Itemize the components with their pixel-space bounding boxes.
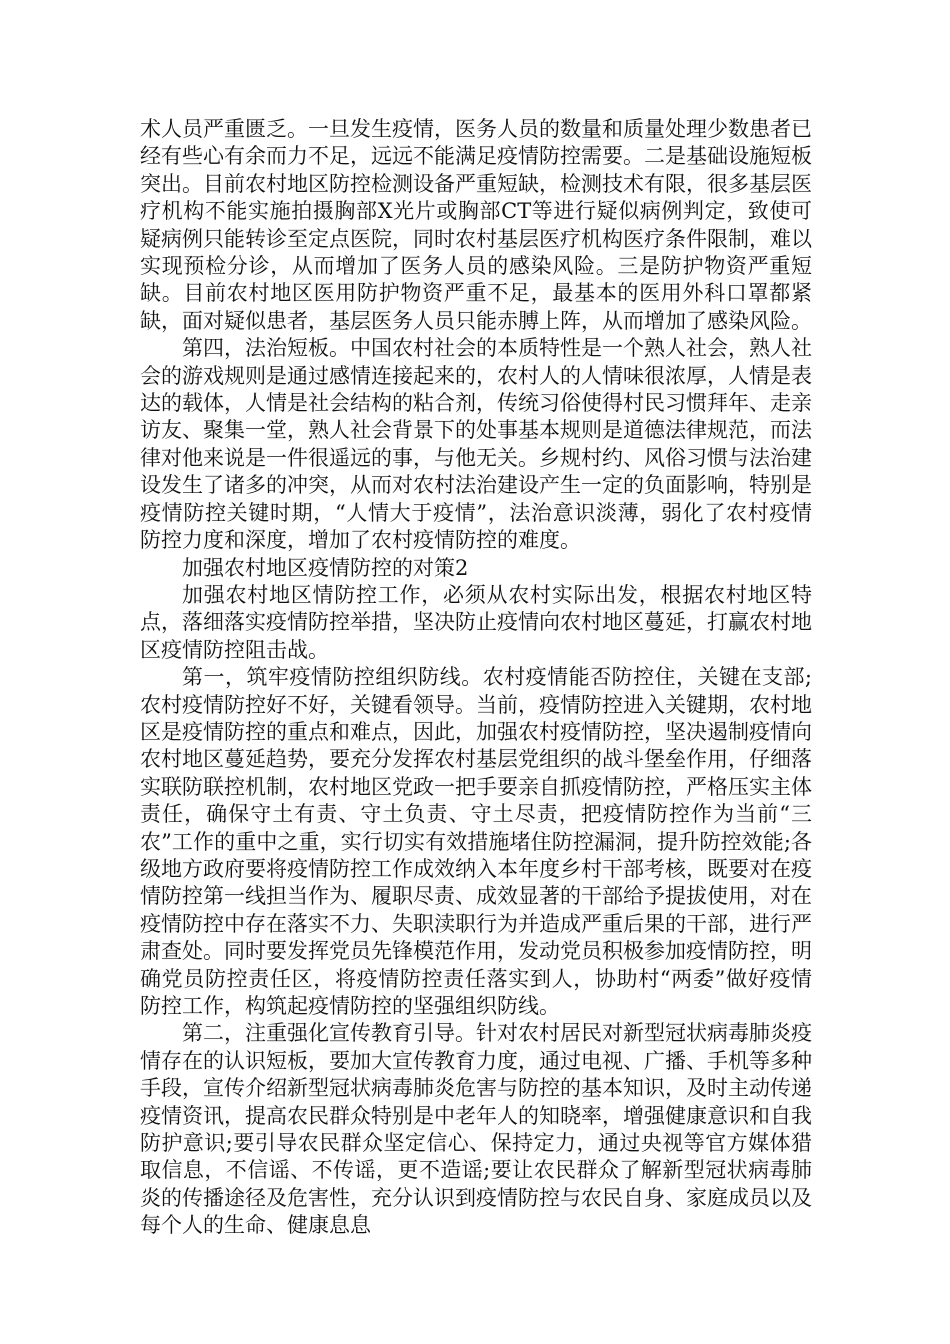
section-heading: 加强农村地区疫情防控的对策2: [182, 555, 469, 580]
paragraph-rule-of-law: 第四，法治短板。中国农村社会的本质特性是一个熟人社会，熟人社会的游戏规则是通过感情连接起来的，农村人的人情味很浓厚，人情是表达的载体，人情是社会结构的粘合剂，传统习俗使得村民习惯拜年、走亲访友、聚集一堂，熟人社会背景下的处事基本规则是道德法律规范，而法律对他来说是一件很遥远的事，与他无关。乡规村约、风俗习惯与法治建设发生了诸多的冲突，从而对农村法治建设产生一定的负面影响，特别是疫情防控关键时期，“人情大于疫情”，法治意识淡薄，弱化了农村疫情防控力度和深度，增加了农村疫情防控的难度。: [140, 336, 812, 553]
paragraph-infrastructure: 术人员严重匮乏。一旦发生疫情，医务人员的数量和质量处理少数患者已经有些心有余而力不足，远远不能满足疫情防控需要。二是基础设施短板突出。目前农村地区防控检测设备严重短缺，检测技术有限，很多基层医疗机构不能实施拍摄胸部X光片或胸部CT等进行疑似病例判定，致使可疑病例只能转诊至定点医院，同时农村基层医疗机构医疗条件限制，难以实现预检分诊，从而增加了医务人员的感染风险。三是防护物资严重短缺。目前农村地区医用防护物资严重不足，最基本的医用外科口罩都紧缺，面对疑似患者，基层医务人员只能赤膊上阵，从而增加了感染风险。: [140, 117, 812, 333]
paragraph-organization: 第一，筑牢疫情防控组织防线。农村疫情能否防控住，关键在支部;农村疫情防控好不好，关键看领导。当前，疫情防控进入关键期，农村地区是疫情防控的重点和难点，因此，加强农村疫情防控，坚决遏制疫情向农村地区蔓延趋势，要充分发挥农村基层党组织的战斗堡垒作用，仔细落实联防联控机制，农村地区党政一把手要亲自抓疫情防控，严格压实主体责任，确保守土有责、守土负责、守土尽责，把疫情防控作为当前“三农”工作的重中之重，实行切实有效措施堵住防控漏洞，提升防控效能;各级地方政府要将疫情防控工作成效纳入本年度乡村干部考核，既要对在疫情防控第一线担当作为、履职尽责、成效显著的干部给予提拔使用，对在疫情防控中存在落实不力、失职渎职行为并造成严重后果的干部，进行严肃查处。同时要发挥党员先锋模范作用，发动党员积极参加疫情防控，明确党员防控责任区，将疫情防控责任落实到人，协助村“两委”做好疫情防控工作，构筑起疫情防控的坚强组织防线。: [140, 665, 812, 1018]
paragraph-intro: 加强农村地区情防控工作，必须从农村实际出发，根据农村地区特点，落细落实疫情防控举措，坚决防止疫情向农村地区蔓延，打赢农村地区疫情防控阻击战。: [140, 582, 812, 662]
document-page: [140, 116, 812, 1240]
paragraph-publicity: 第二，注重强化宣传教育引导。针对农村居民对新型冠状病毒肺炎疫情存在的认识短板，要加大宣传教育力度，通过电视、广播、手机等多种手段，宣传介绍新型冠状病毒肺炎危害与防控的基本知识，及时主动传递疫情资讯，提高农民群众特别是中老年人的知晓率，增强健康意识和自我防护意识;要引导农民群众坚定信心、保持定力，通过央视等官方媒体猎取信息，不信谣、不传谣，更不造谣;要让农民群众了解新型冠状病毒肺炎的传播途径及危害性，充分认识到疫情防控与农民自身、家庭成员以及每个人的生命、健康息息: [140, 1021, 812, 1238]
